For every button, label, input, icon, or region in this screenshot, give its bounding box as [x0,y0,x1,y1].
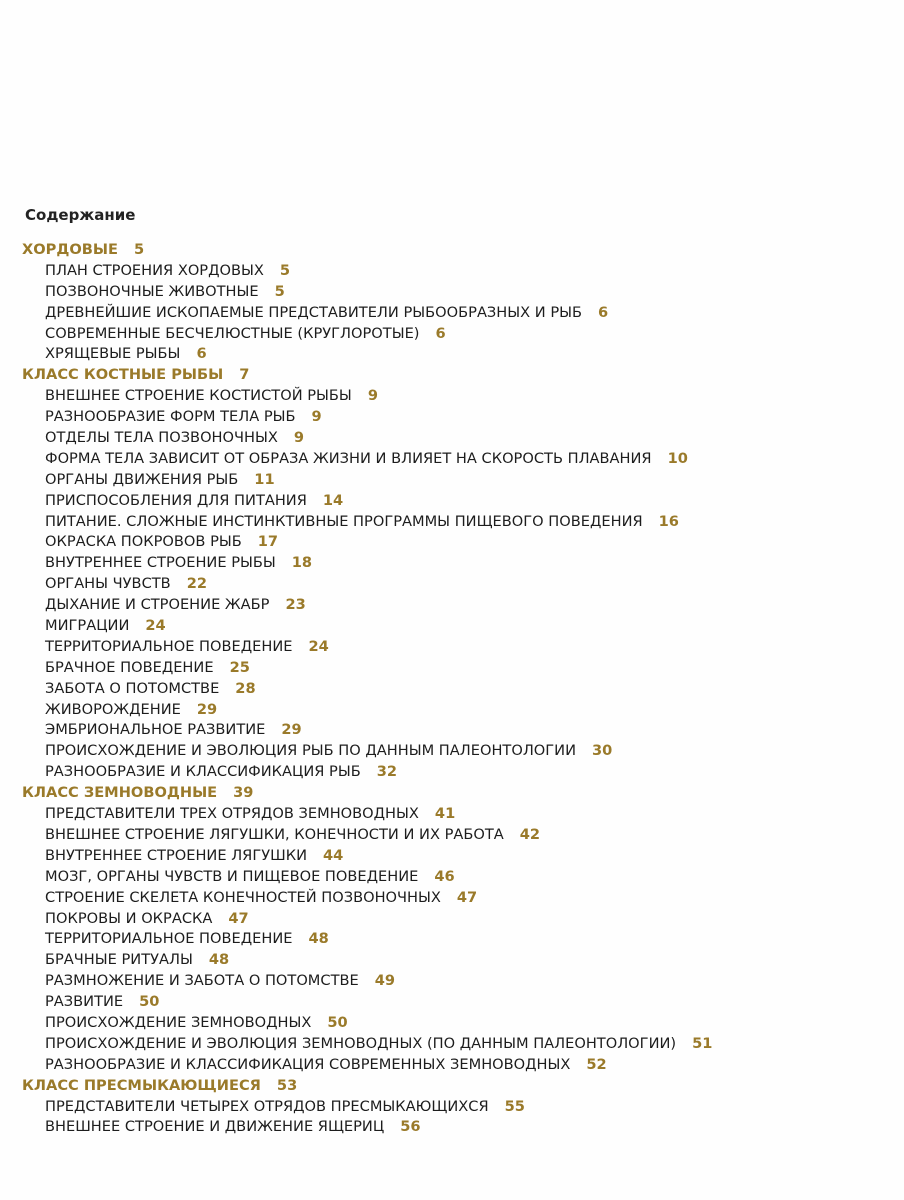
toc-page-number: 30 [592,742,613,760]
toc-page-number: 5 [274,282,285,300]
toc-item-label: ФОРМА ТЕЛА ЗАВИСИТ ОТ ОБРАЗА ЖИЗНИ И ВЛИЯЕТ НА СКОРОСТЬ ПЛАВАНИЯ [45,449,652,467]
toc-item [0,512,904,533]
toc-item-label: ОКРАСКА ПОКРОВОВ РЫБ [45,533,242,551]
toc-section-label: КЛАСС ПРЕСМЫКАЮЩИЕСЯ [22,1076,261,1094]
toc-item-label: ЖИВОРОЖДЕНИЕ [45,700,181,718]
toc-item [0,909,904,930]
toc-item [0,867,904,888]
toc-page-number: 9 [311,408,322,426]
toc-item [0,449,904,470]
toc-item [0,888,904,909]
toc-item-label: ПЛАН СТРОЕНИЯ ХОРДОВЫХ [45,261,264,279]
toc-item [0,637,904,658]
toc-page-number: 56 [400,1118,421,1136]
toc-item-label: ПРЕДСТАВИТЕЛИ ЧЕТЫРЕХ ОТРЯДОВ ПРЕСМЫКАЮЩИХСЯ [45,1097,489,1115]
toc-item-label: СОВРЕМЕННЫЕ БЕСЧЕЛЮСТНЫЕ (КРУГЛОРОТЫЕ) [45,324,420,342]
toc-item [0,929,904,950]
toc-page-number: 53 [276,1076,298,1094]
table-of-contents [0,240,904,1138]
toc-item [0,741,904,762]
toc-item-label: ВНЕШНЕЕ СТРОЕНИЕ КОСТИСТОЙ РЫБЫ [45,387,352,405]
toc-item-label: ЭМБРИОНАЛЬНОЕ РАЗВИТИЕ [45,721,266,739]
toc-page-number: 17 [257,533,279,551]
toc-page-number: 22 [186,575,207,593]
toc-item-label: МОЗГ, ОРГАНЫ ЧУВСТВ И ПИЩЕВОЕ ПОВЕДЕНИЕ [45,867,419,885]
toc-page-number: 5 [279,261,291,279]
toc-item [0,616,904,637]
toc-section [0,783,904,804]
toc-page-number: 48 [208,951,230,969]
toc-page-number: 51 [692,1034,713,1052]
toc-item [0,1034,904,1055]
toc-item-label: ВНЕШНЕЕ СТРОЕНИЕ И ДВИЖЕНИЕ ЯЩЕРИЦ [45,1118,385,1136]
toc-item [0,1013,904,1034]
toc-item [0,1097,904,1118]
toc-item [0,324,904,345]
toc-item [0,1117,904,1138]
toc-item-label: ВНУТРЕННЕЕ СТРОЕНИЕ РЫБЫ [45,554,276,572]
toc-item [0,1055,904,1076]
toc-item-label: ОРГАНЫ ЧУВСТВ [45,575,171,593]
toc-section [0,240,904,261]
toc-item-label: МИГРАЦИИ [45,617,130,635]
toc-page-number: 6 [435,324,446,342]
toc-item-label: ВНЕШНЕЕ СТРОЕНИЕ ЛЯГУШКИ, КОНЕЧНОСТИ И ИХ РАБОТА [45,825,504,843]
toc-item-label: ПРОИСХОЖДЕНИЕ И ЭВОЛЮЦИЯ РЫБ ПО ДАННЫМ ПАЛЕОНТОЛОГИИ [45,742,577,760]
toc-page-number: 46 [434,867,455,885]
toc-section-label: ХОРДОВЫЕ [22,241,118,258]
toc-page-number: 6 [598,303,609,321]
toc-item [0,261,904,282]
toc-item-label: РАЗНООБРАЗИЕ И КЛАССИФИКАЦИЯ СОВРЕМЕННЫХ ЗЕМНОВОДНЫХ [45,1055,571,1073]
toc-item-label: ОТДЕЛЫ ТЕЛА ПОЗВОНОЧНЫХ [45,429,278,447]
toc-item-label: РАЗНООБРАЗИЕ И КЛАССИФИКАЦИЯ РЫБ [45,763,361,781]
toc-item-label: ПРОИСХОЖДЕНИЕ И ЭВОЛЮЦИЯ ЗЕМНОВОДНЫХ (ПО ДАННЫМ ПАЛЕОНТОЛОГИИ) [45,1034,677,1052]
toc-item [0,825,904,846]
toc-page-number: 28 [235,679,256,697]
toc-item-label: РАЗМНОЖЕНИЕ И ЗАБОТА О ПОТОМСТВЕ [45,972,359,990]
toc-page-number: 29 [196,700,218,718]
toc-item [0,679,904,700]
toc-page-number: 32 [376,763,398,781]
toc-item-label: ВНУТРЕННЕЕ СТРОЕНИЕ ЛЯГУШКИ [45,846,307,864]
toc-section [0,1076,904,1097]
toc-item-label: ТЕРРИТОРИАЛЬНОЕ ПОВЕДЕНИЕ [45,637,293,655]
toc-page-number: 23 [285,596,306,614]
toc-page-number: 50 [139,993,160,1011]
toc-item-label: РАЗВИТИЕ [45,993,124,1011]
toc-page-number: 9 [293,429,305,447]
toc-section [0,365,904,386]
toc-page-number: 29 [281,721,302,739]
toc-item [0,846,904,867]
toc-page-number: 47 [228,909,249,927]
toc-item-label: СТРОЕНИЕ СКЕЛЕТА КОНЕЧНОСТЕЙ ПОЗВОНОЧНЫХ [45,888,441,906]
toc-item [0,658,904,679]
toc-item [0,804,904,825]
toc-section-label: КЛАСС КОСТНЫЕ РЫБЫ [22,366,224,384]
toc-item [0,720,904,741]
toc-page-number: 41 [434,805,456,823]
toc-item [0,971,904,992]
toc-page-number: 7 [239,366,250,384]
toc-page-number: 5 [133,241,145,258]
toc-page-number: 50 [327,1013,348,1031]
toc-page-number: 9 [367,387,378,405]
toc-item-label: ЗАБОТА О ПОТОМСТВЕ [45,679,220,697]
toc-item [0,470,904,491]
toc-page-number: 25 [229,658,250,676]
toc-page-number: 18 [291,554,313,572]
toc-item-label: ПРЕДСТАВИТЕЛИ ТРЕХ ОТРЯДОВ ЗЕМНОВОДНЫХ [45,805,419,823]
toc-item-label: РАЗНООБРАЗИЕ ФОРМ ТЕЛА РЫБ [45,408,296,426]
toc-item [0,282,904,303]
toc-page-number: 52 [586,1055,607,1073]
toc-item [0,595,904,616]
toc-item-label: ХРЯЩЕВЫЕ РЫБЫ [45,345,181,363]
toc-page-number: 24 [308,637,329,655]
toc-page-number: 14 [322,491,344,509]
toc-item [0,762,904,783]
page-title: Содержание [25,206,136,224]
toc-page-number: 39 [233,784,254,802]
toc-page-number: 24 [145,617,166,635]
toc-item [0,491,904,512]
toc-section-label: КЛАСС ЗЕМНОВОДНЫЕ [22,784,218,802]
toc-item-label: ПРОИСХОЖДЕНИЕ ЗЕМНОВОДНЫХ [45,1013,312,1031]
toc-item [0,428,904,449]
toc-page-number: 55 [504,1097,525,1115]
toc-page-number: 10 [667,449,688,467]
toc-item [0,344,904,365]
toc-item-label: ПОЗВОНОЧНЫЕ ЖИВОТНЫЕ [45,282,259,300]
toc-item [0,950,904,971]
toc-item-label: ПРИСПОСОБЛЕНИЯ ДЛЯ ПИТАНИЯ [45,491,307,509]
toc-item-label: ПОКРОВЫ И ОКРАСКА [45,909,213,927]
toc-item-label: ДРЕВНЕЙШИЕ ИСКОПАЕМЫЕ ПРЕДСТАВИТЕЛИ РЫБООБРАЗНЫХ И РЫБ [45,303,583,321]
toc-page-number: 44 [323,846,344,864]
toc-item [0,574,904,595]
toc-item [0,700,904,721]
toc-item-label: ДЫХАНИЕ И СТРОЕНИЕ ЖАБР [45,596,270,614]
toc-item [0,303,904,324]
toc-page-number: 49 [374,972,396,990]
toc-item [0,532,904,553]
toc-page-number: 47 [456,888,478,906]
toc-item [0,992,904,1013]
toc-item-label: ТЕРРИТОРИАЛЬНОЕ ПОВЕДЕНИЕ [45,930,293,948]
toc-page-number: 48 [308,930,329,948]
toc-item-label: ОРГАНЫ ДВИЖЕНИЯ РЫБ [45,470,239,488]
toc-item [0,407,904,428]
toc-page-number: 42 [519,825,541,843]
toc-item-label: БРАЧНОЕ ПОВЕДЕНИЕ [45,658,214,676]
toc-item [0,386,904,407]
toc-page-number: 16 [658,512,679,530]
toc-page-number: 11 [254,470,275,488]
toc-item-label: БРАЧНЫЕ РИТУАЛЫ [45,951,193,969]
toc-item-label: ПИТАНИЕ. СЛОЖНЫЕ ИНСТИНКТИВНЫЕ ПРОГРАММЫ ПИЩЕВОГО ПОВЕДЕНИЯ [45,512,643,530]
toc-item [0,553,904,574]
toc-page-number: 6 [196,345,207,363]
